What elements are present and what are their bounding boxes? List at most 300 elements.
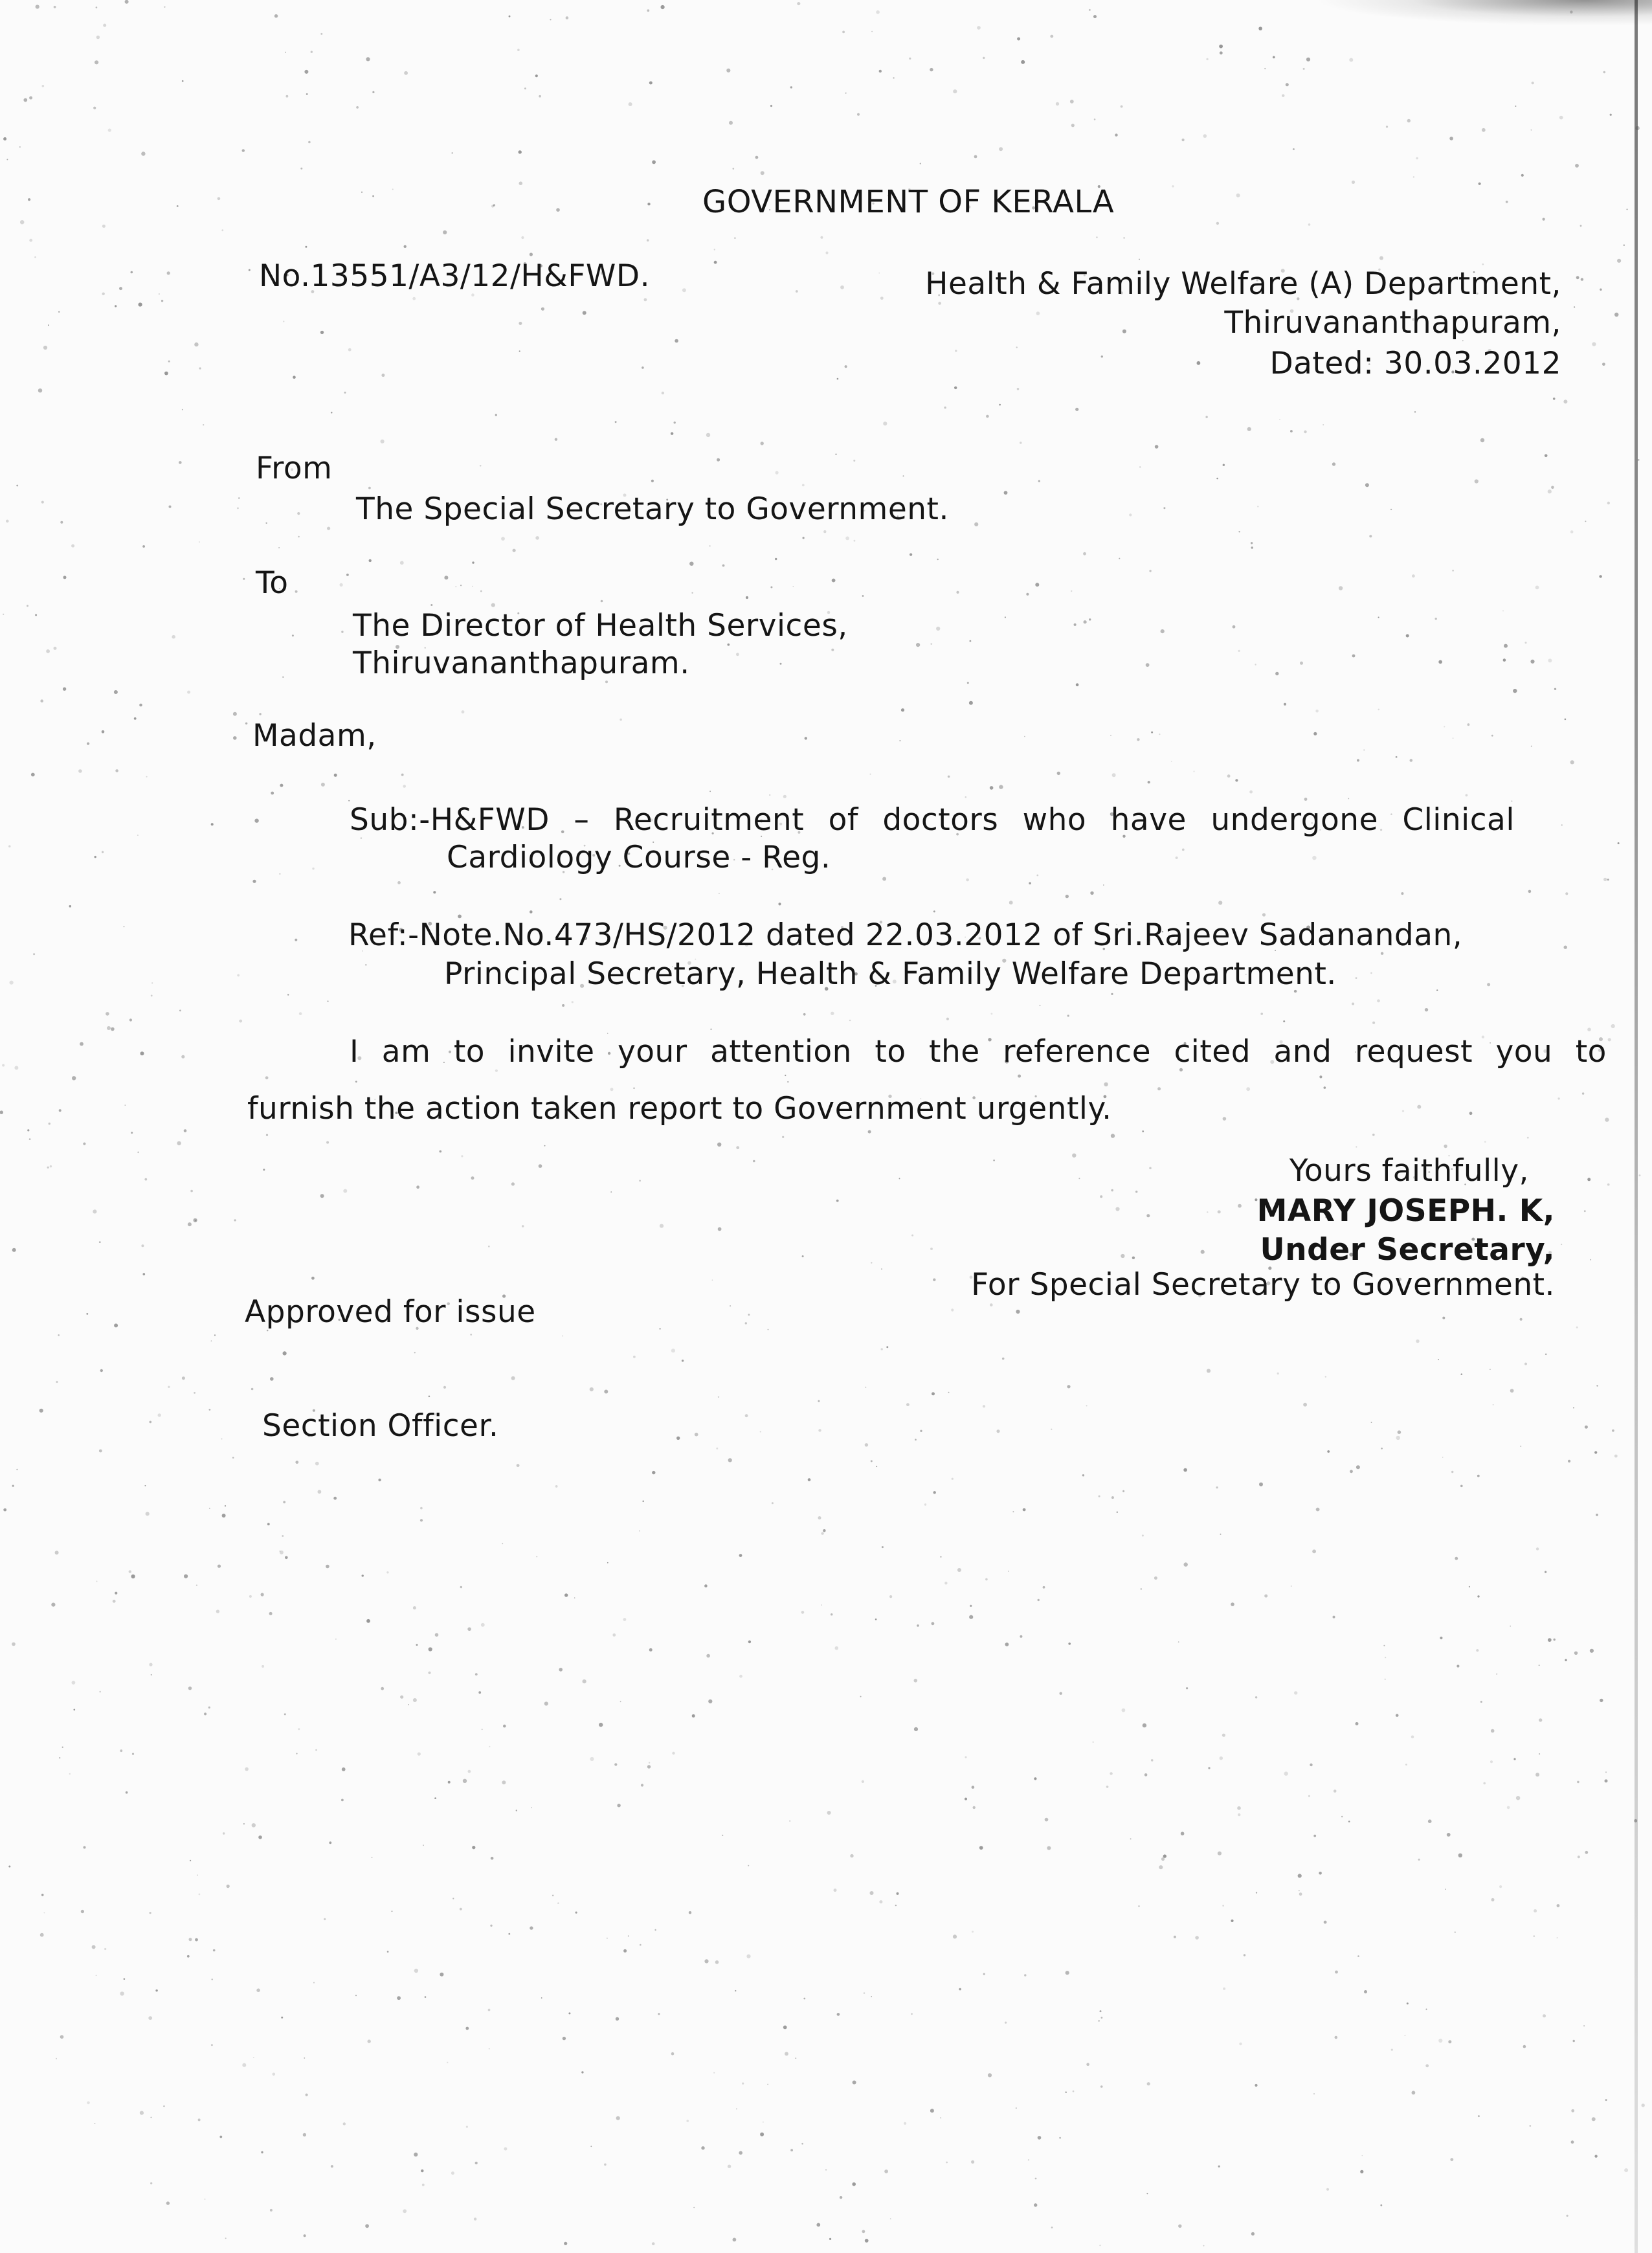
scan-speckle bbox=[102, 293, 105, 295]
scan-speckle bbox=[601, 600, 603, 603]
scan-speckle bbox=[281, 2017, 283, 2019]
scan-speckle bbox=[726, 69, 730, 73]
scan-speckle bbox=[404, 71, 408, 75]
scan-speckle bbox=[1082, 1474, 1084, 1476]
scan-speckle bbox=[1426, 2009, 1427, 2010]
scan-speckle bbox=[218, 1565, 221, 1568]
scan-speckle bbox=[221, 229, 223, 231]
scan-speckle bbox=[803, 1998, 805, 2000]
scan-speckle bbox=[1348, 1821, 1350, 1822]
scan-speckle bbox=[1515, 106, 1516, 107]
scan-speckle bbox=[474, 2217, 476, 2220]
scan-speckle bbox=[1352, 181, 1355, 184]
scan-speckle bbox=[1043, 1586, 1045, 1589]
scan-speckle bbox=[1638, 459, 1640, 461]
scan-speckle bbox=[489, 1746, 490, 1747]
scan-speckle bbox=[790, 2149, 793, 2151]
scan-speckle bbox=[204, 1712, 206, 1715]
scan-speckle bbox=[776, 471, 779, 475]
scan-speckle bbox=[279, 873, 280, 875]
scan-speckle bbox=[1574, 1652, 1578, 1655]
scan-speckle bbox=[1122, 1490, 1124, 1492]
scan-speckle bbox=[440, 1150, 442, 1153]
scan-speckle bbox=[259, 713, 261, 715]
scan-speckle bbox=[209, 1508, 210, 1509]
scan-speckle bbox=[44, 1912, 45, 1914]
scan-speckle bbox=[832, 579, 836, 583]
scan-speckle bbox=[54, 6, 56, 8]
scan-speckle bbox=[303, 2133, 306, 2136]
scan-speckle bbox=[265, 1076, 269, 1079]
scan-speckle bbox=[1557, 1904, 1560, 1907]
scan-speckle bbox=[119, 287, 122, 290]
scan-speckle bbox=[245, 1767, 249, 1771]
scan-speckle bbox=[460, 1908, 462, 1911]
scan-speckle bbox=[188, 1687, 192, 1690]
scan-speckle bbox=[746, 1955, 750, 1958]
scan-speckle bbox=[84, 1846, 86, 1849]
scan-speckle bbox=[1086, 1405, 1088, 1406]
scan-speckle bbox=[392, 1911, 393, 1912]
scan-speckle bbox=[194, 1392, 195, 1394]
scan-speckle bbox=[1255, 2084, 1257, 2087]
scan-speckle bbox=[12, 1248, 16, 1252]
scan-speckle bbox=[1491, 1898, 1495, 1901]
scan-speckle bbox=[1535, 1773, 1539, 1777]
scan-speckle bbox=[834, 1889, 837, 1892]
scan-speckle bbox=[311, 1277, 315, 1280]
scan-speckle bbox=[102, 730, 105, 734]
scan-speckle bbox=[283, 1501, 285, 1503]
department-name: Health & Family Welfare (A) Department, bbox=[925, 266, 1561, 302]
scan-speckle bbox=[1283, 1020, 1285, 1022]
scan-speckle bbox=[562, 1336, 563, 1337]
scan-speckle bbox=[1614, 313, 1618, 317]
scan-speckle bbox=[633, 1088, 635, 1090]
scan-speckle bbox=[1075, 408, 1078, 411]
scan-speckle bbox=[519, 150, 522, 153]
scan-speckle bbox=[574, 1597, 575, 1598]
approved-for-issue: Approved for issue bbox=[245, 1294, 536, 1330]
scan-speckle bbox=[1607, 1183, 1610, 1186]
scan-speckle bbox=[1557, 1097, 1559, 1099]
scan-speckle bbox=[1121, 106, 1123, 108]
scan-speckle bbox=[1293, 148, 1295, 150]
scan-speckle bbox=[265, 522, 267, 524]
scan-speckle bbox=[218, 197, 221, 201]
scan-speckle bbox=[660, 1224, 664, 1228]
scan-speckle bbox=[113, 1600, 116, 1603]
scan-speckle bbox=[965, 796, 967, 798]
scan-speckle bbox=[1612, 1429, 1614, 1432]
scan-speckle bbox=[760, 1431, 761, 1432]
scan-speckle bbox=[710, 1029, 711, 1030]
scan-speckle bbox=[106, 1012, 109, 1016]
scan-speckle bbox=[366, 57, 370, 61]
scan-speckle bbox=[991, 1013, 993, 1015]
scan-speckle bbox=[1480, 1701, 1482, 1703]
scan-speckle bbox=[12, 1642, 16, 1646]
scan-speckle bbox=[827, 1811, 831, 1815]
scan-speckle bbox=[331, 2165, 333, 2168]
scan-speckle bbox=[1299, 1890, 1300, 1892]
scan-speckle bbox=[628, 1936, 629, 1937]
scan-speckle bbox=[1447, 1833, 1451, 1837]
scan-speckle bbox=[1634, 1819, 1637, 1822]
scan-speckle bbox=[691, 592, 693, 594]
scan-speckle bbox=[181, 1055, 184, 1059]
scan-speckle bbox=[369, 559, 372, 562]
scan-speckle bbox=[615, 421, 617, 423]
scan-speckle bbox=[443, 230, 447, 234]
scan-speckle bbox=[403, 2209, 407, 2213]
scan-speckle bbox=[54, 647, 57, 650]
scan-speckle bbox=[60, 2035, 64, 2039]
scan-speckle bbox=[172, 635, 175, 639]
scan-speckle bbox=[1149, 570, 1151, 572]
scan-speckle bbox=[397, 1996, 401, 2000]
scan-speckle bbox=[845, 93, 847, 94]
scan-speckle bbox=[988, 2073, 992, 2077]
scan-speckle bbox=[315, 1462, 319, 1466]
scan-speckle bbox=[1012, 1511, 1014, 1512]
scan-speckle bbox=[1137, 738, 1139, 741]
scan-speckle bbox=[1592, 2117, 1596, 2121]
scan-speckle bbox=[1363, 750, 1365, 751]
scan-speckle bbox=[429, 1396, 430, 1398]
scan-speckle bbox=[463, 1779, 467, 1783]
scan-speckle bbox=[1207, 1369, 1211, 1373]
scan-speckle bbox=[671, 1349, 675, 1352]
scan-speckle bbox=[944, 1582, 947, 1584]
scan-speckle bbox=[541, 308, 544, 311]
scan-speckle bbox=[1051, 2226, 1053, 2228]
scan-speckle bbox=[1237, 1806, 1241, 1810]
scan-speckle bbox=[1035, 583, 1039, 587]
scan-speckle bbox=[283, 320, 284, 322]
scan-speckle bbox=[983, 1405, 985, 1407]
scan-speckle bbox=[1530, 660, 1534, 664]
scan-speckle bbox=[20, 220, 24, 224]
scan-speckle bbox=[279, 1551, 280, 1552]
scan-speckle bbox=[114, 690, 118, 694]
scan-speckle bbox=[99, 1450, 102, 1453]
scan-speckle bbox=[461, 1155, 463, 1157]
scan-speckle bbox=[8, 846, 10, 847]
scan-speckle bbox=[890, 2218, 891, 2219]
scan-speckle bbox=[686, 2120, 689, 2122]
scan-speckle bbox=[803, 1013, 806, 1016]
scan-speckle bbox=[882, 877, 886, 881]
scan-speckle bbox=[329, 1841, 331, 1844]
scan-speckle bbox=[49, 1123, 50, 1125]
scan-speckle bbox=[857, 113, 860, 116]
scan-speckle bbox=[120, 1749, 122, 1752]
scan-speckle bbox=[1216, 222, 1219, 225]
scan-speckle bbox=[1516, 1796, 1520, 1800]
scan-speckle bbox=[999, 147, 1003, 151]
scan-speckle bbox=[502, 1543, 503, 1544]
scan-speckle bbox=[999, 404, 1001, 406]
scan-speckle bbox=[56, 2058, 57, 2059]
scan-speckle bbox=[583, 311, 586, 315]
scan-speckle bbox=[654, 1929, 656, 1931]
scan-speckle bbox=[320, 331, 324, 334]
scan-speckle bbox=[1163, 507, 1165, 509]
scan-speckle bbox=[835, 1646, 839, 1650]
scan-speckle bbox=[1491, 735, 1493, 737]
scan-speckle bbox=[682, 1360, 684, 1362]
scan-speckle bbox=[285, 1556, 288, 1560]
scan-speckle bbox=[1332, 462, 1335, 465]
scan-speckle bbox=[151, 995, 153, 997]
scan-speckle bbox=[1094, 118, 1096, 120]
scan-speckle bbox=[19, 146, 21, 148]
scan-speckle bbox=[733, 2238, 737, 2242]
scan-speckle bbox=[1545, 454, 1548, 458]
scan-speckle bbox=[671, 432, 673, 435]
scan-speckle bbox=[783, 795, 787, 798]
scan-speckle bbox=[974, 522, 978, 526]
scan-speckle bbox=[48, 324, 49, 326]
scan-speckle bbox=[714, 261, 717, 264]
scan-speckle bbox=[539, 1164, 542, 1168]
scan-speckle bbox=[233, 712, 237, 716]
scan-speckle bbox=[862, 595, 864, 597]
scan-speckle bbox=[1308, 223, 1311, 226]
scan-speckle bbox=[1520, 1318, 1523, 1321]
scan-speckle bbox=[712, 1279, 713, 1281]
scan-speckle bbox=[188, 1222, 192, 1226]
scan-speckle bbox=[647, 9, 649, 12]
scan-speckle bbox=[1607, 879, 1609, 880]
scan-speckle bbox=[278, 547, 280, 548]
scan-speckle bbox=[1203, 2245, 1205, 2247]
scan-speckle bbox=[99, 1691, 101, 1693]
scan-speckle bbox=[831, 1012, 834, 1015]
scan-speckle bbox=[865, 1387, 866, 1388]
scan-speckle bbox=[386, 1571, 388, 1573]
scan-speckle bbox=[849, 1020, 851, 1021]
scan-speckle bbox=[1218, 1210, 1221, 1213]
scan-speckle bbox=[33, 953, 35, 955]
scan-speckle bbox=[238, 497, 240, 499]
scan-speckle bbox=[1259, 1483, 1263, 1486]
scan-speckle bbox=[904, 2122, 906, 2125]
scan-speckle bbox=[467, 1628, 471, 1631]
scan-speckle bbox=[930, 2109, 934, 2113]
scan-speckle bbox=[1147, 2082, 1150, 2085]
scan-speckle bbox=[1570, 10, 1572, 13]
scan-speckle bbox=[825, 251, 828, 254]
scan-speckle bbox=[295, 939, 297, 941]
scan-speckle bbox=[1184, 1562, 1188, 1566]
scan-speckle bbox=[31, 773, 35, 777]
scan-speckle bbox=[190, 1860, 191, 1861]
scan-speckle bbox=[911, 2013, 913, 2015]
scan-speckle bbox=[1348, 798, 1349, 800]
scan-speckle bbox=[692, 1714, 695, 1718]
scan-speckle bbox=[1334, 1789, 1337, 1793]
scan-speckle bbox=[1016, 2107, 1017, 2109]
scan-speckle bbox=[871, 31, 873, 32]
scan-speckle bbox=[717, 1143, 721, 1147]
scan-speckle bbox=[818, 1429, 821, 1431]
scan-speckle bbox=[1155, 445, 1159, 449]
scan-speckle bbox=[304, 70, 308, 74]
scan-speckle bbox=[1477, 1595, 1479, 1597]
scan-speckle bbox=[745, 1322, 747, 1324]
scan-speckle bbox=[125, 1104, 126, 1106]
scan-speckle bbox=[111, 1027, 115, 1031]
scan-speckle bbox=[521, 236, 524, 239]
scan-speckle bbox=[909, 58, 911, 60]
scan-speckle bbox=[966, 879, 969, 882]
scan-speckle bbox=[1503, 658, 1506, 662]
scan-speckle bbox=[334, 774, 337, 777]
scan-speckle bbox=[840, 2196, 842, 2199]
scan-speckle bbox=[448, 1781, 451, 1784]
scan-speckle bbox=[400, 561, 404, 565]
scan-speckle bbox=[1378, 709, 1380, 711]
scan-speckle bbox=[169, 506, 172, 508]
scan-speckle bbox=[1554, 1639, 1556, 1641]
scan-speckle bbox=[953, 89, 957, 93]
scan-speckle bbox=[1407, 119, 1411, 122]
scan-speckle bbox=[970, 640, 972, 642]
scan-speckle bbox=[662, 392, 664, 394]
scan-speckle bbox=[96, 1975, 97, 1977]
scan-speckle bbox=[315, 1749, 317, 1751]
scan-speckle bbox=[977, 26, 981, 30]
scan-speckle bbox=[36, 5, 39, 8]
body-line-2: furnish the action taken report to Government urgently. bbox=[247, 1091, 1112, 1126]
scan-speckle bbox=[1090, 891, 1093, 895]
scan-speckle bbox=[420, 1519, 423, 1521]
scan-speckle bbox=[1149, 1167, 1152, 1170]
scan-speckle bbox=[462, 710, 465, 713]
scan-speckle bbox=[60, 521, 63, 524]
scan-speckle bbox=[1557, 1937, 1558, 1938]
scan-speckle bbox=[1642, 2103, 1645, 2107]
scan-speckle bbox=[790, 86, 792, 88]
scan-speckle bbox=[1416, 1339, 1419, 1343]
scan-speckle bbox=[149, 1663, 152, 1666]
scan-speckle bbox=[502, 1780, 506, 1784]
scan-speckle bbox=[340, 583, 343, 587]
scan-speckle bbox=[95, 2123, 96, 2124]
scan-speckle bbox=[649, 1762, 650, 1764]
scan-speckle bbox=[914, 1727, 918, 1731]
scan-speckle bbox=[1412, 574, 1415, 577]
scan-speckle bbox=[1365, 483, 1369, 487]
scan-speckle bbox=[1381, 1448, 1383, 1450]
scan-speckle bbox=[541, 1997, 542, 1999]
scan-speckle bbox=[1099, 1496, 1100, 1497]
scan-speckle bbox=[87, 743, 89, 745]
scan-speckle bbox=[1290, 430, 1293, 432]
scan-speckle bbox=[616, 2116, 620, 2120]
scan-speckle bbox=[177, 205, 179, 207]
from-sender: The Special Secretary to Government. bbox=[356, 491, 949, 527]
scan-speckle bbox=[491, 205, 494, 207]
scan-speckle bbox=[778, 902, 781, 905]
scan-speckle bbox=[1405, 2035, 1406, 2036]
scan-speckle bbox=[649, 82, 653, 85]
scan-speckle bbox=[1493, 1404, 1494, 1406]
scan-speckle bbox=[745, 1414, 748, 1417]
scan-speckle bbox=[870, 1891, 874, 1895]
scan-speckle bbox=[1056, 102, 1059, 106]
scan-speckle bbox=[1273, 56, 1275, 59]
scan-speckle bbox=[372, 195, 374, 197]
scan-speckle bbox=[1617, 259, 1621, 263]
scan-speckle bbox=[318, 1490, 322, 1494]
scan-speckle bbox=[871, 1996, 872, 1997]
scan-speckle bbox=[772, 1502, 774, 1504]
scan-speckle bbox=[1335, 1971, 1338, 1974]
scan-speckle bbox=[225, 1505, 226, 1507]
scan-speckle bbox=[1298, 1874, 1302, 1878]
scan-speckle bbox=[104, 1948, 106, 1950]
scan-speckle bbox=[392, 188, 394, 190]
scan-speckle bbox=[801, 1611, 805, 1614]
scan-speckle bbox=[1545, 1571, 1546, 1573]
scan-speckle bbox=[1326, 2188, 1329, 2191]
scan-speckle bbox=[761, 442, 764, 445]
scan-speckle bbox=[1247, 427, 1251, 431]
scan-speckle bbox=[184, 1575, 188, 1578]
scan-speckle bbox=[168, 1386, 170, 1388]
scan-speckle bbox=[1499, 1885, 1502, 1888]
scan-speckle bbox=[620, 1701, 621, 1702]
scan-speckle bbox=[1111, 1134, 1115, 1138]
scan-speckle bbox=[704, 1584, 708, 1587]
scan-speckle bbox=[295, 590, 298, 593]
scan-speckle bbox=[3, 1508, 6, 1512]
city-name: Thiruvananthapuram, bbox=[1224, 305, 1561, 341]
scan-speckle bbox=[38, 388, 42, 392]
scan-speckle bbox=[524, 87, 526, 89]
scan-speckle bbox=[1103, 884, 1104, 886]
scan-speckle bbox=[1182, 139, 1185, 141]
scan-speckle bbox=[320, 33, 322, 35]
scan-speckle bbox=[361, 192, 363, 193]
scan-speckle bbox=[29, 239, 32, 242]
scan-speckle bbox=[1005, 616, 1006, 618]
scan-speckle bbox=[1163, 1854, 1166, 1857]
scan-speckle bbox=[862, 2230, 865, 2233]
scan-speckle bbox=[1218, 901, 1222, 904]
scan-speckle bbox=[1599, 575, 1602, 577]
scan-speckle bbox=[883, 421, 887, 425]
scan-speckle bbox=[120, 1991, 124, 1995]
scan-speckle bbox=[1084, 620, 1087, 623]
scan-speckle bbox=[1574, 306, 1575, 308]
scan-speckle bbox=[47, 1167, 49, 1169]
scan-speckle bbox=[163, 2105, 164, 2107]
scan-speckle bbox=[1083, 552, 1086, 555]
scan-speckle bbox=[205, 2199, 206, 2200]
scan-speckle bbox=[1146, 2193, 1148, 2194]
scan-speckle bbox=[1438, 660, 1442, 664]
scan-speckle bbox=[1135, 1191, 1137, 1193]
scan-speckle bbox=[552, 1895, 554, 1897]
scan-speckle bbox=[1220, 51, 1223, 54]
scan-speckle bbox=[1551, 486, 1554, 489]
scan-speckle bbox=[1313, 1835, 1316, 1837]
scan-speckle bbox=[1045, 1818, 1049, 1822]
